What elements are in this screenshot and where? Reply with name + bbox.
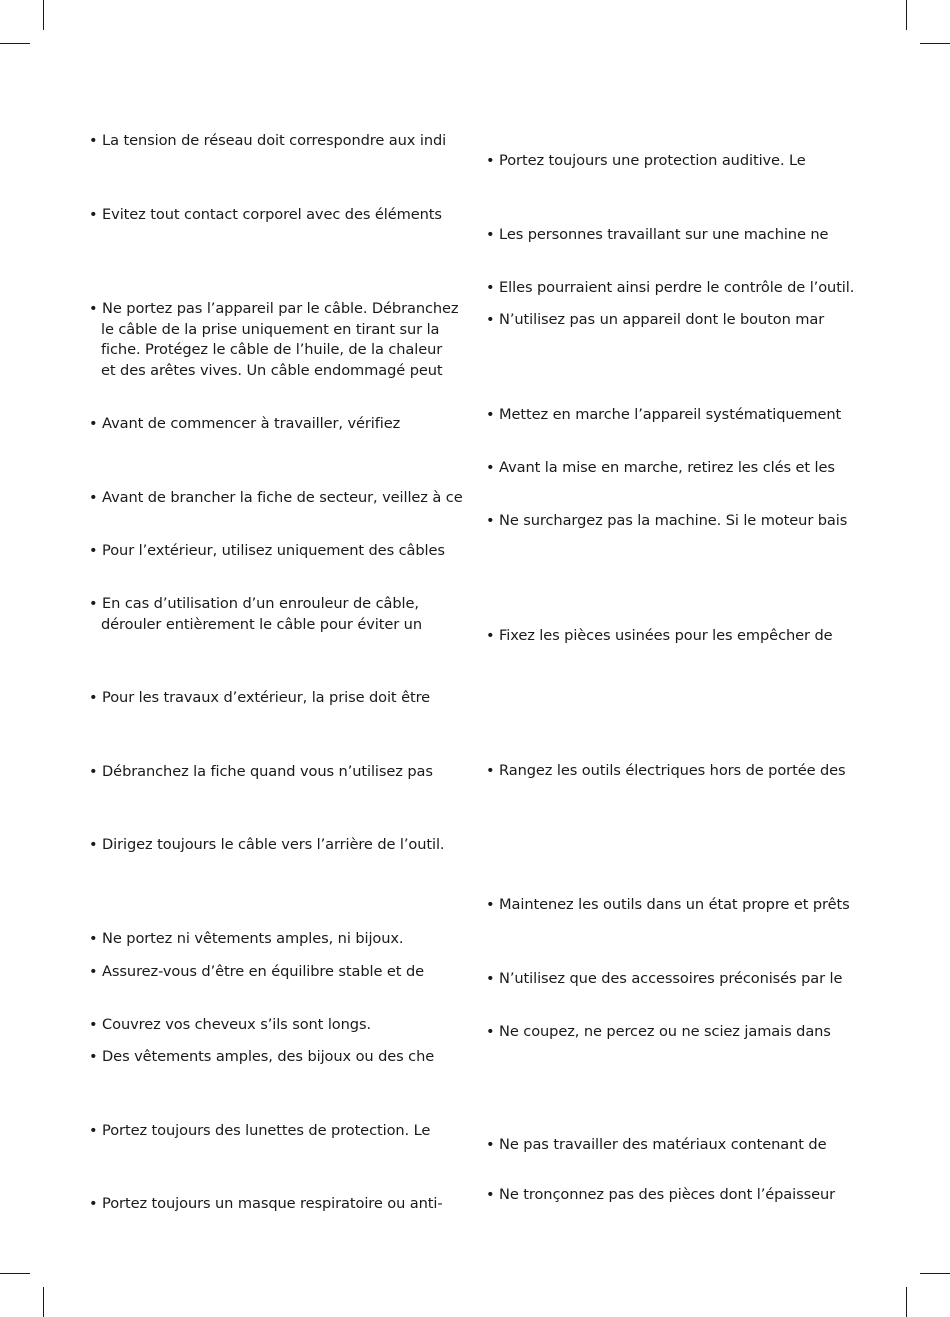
bullet-item	[486, 225, 828, 246]
bullet-item	[486, 151, 806, 172]
bullet-text-continuation: fiche. Protégez le câble de l’huile, de la chaleur	[101, 341, 443, 358]
bullet-item	[486, 969, 842, 990]
bullet-item	[486, 626, 833, 647]
bullet-text: • Les personnes travaillant sur une machine ne	[486, 226, 829, 243]
bullet-text: • Débranchez la fiche quand vous n’utilisez pas	[89, 763, 433, 780]
bullet-item	[486, 310, 824, 331]
bullet-text: • Portez toujours un masque respiratoire ou anti-	[89, 1195, 443, 1212]
bullet-text: • Ne portez pas l’appareil par le câble. Débranchez	[89, 300, 459, 317]
bullet-text-continuation: dérouler entièrement le câble pour éviter un	[101, 615, 422, 633]
bullet-text: • Ne tronçonnez pas des pièces dont l’épaisseur	[486, 1186, 836, 1203]
bullet-text: • La tension de réseau doit correspondre aux indi	[89, 132, 447, 149]
bullet-text: • Ne portez ni vêtements amples, ni bijoux.	[89, 930, 404, 947]
bullet-text-continuation: et des arêtes vives. Un câble endommagé peut	[101, 361, 443, 379]
bullet-text: • Ne coupez, ne percez ou ne sciez jamais dans	[486, 1023, 831, 1040]
bullet-text: • En cas d’utilisation d’un enrouleur de câble,	[89, 595, 419, 612]
bullet-text: • Portez toujours des lunettes de protection. Le	[89, 1122, 431, 1139]
bullet-text: • Pour les travaux d’extérieur, la prise doit être	[89, 689, 431, 706]
bullet-item	[486, 405, 841, 426]
bullet-text: • Elles pourraient ainsi perdre le contrôle de l’outil.	[486, 279, 855, 296]
bullet-text: • N’utilisez que des accessoires préconisés par le	[486, 970, 843, 987]
bullet-text: • Couvrez vos cheveux s’ils sont longs.	[89, 1016, 371, 1033]
bullet-text: • Dirigez toujours le câble vers l’arrière de l’outil.	[89, 836, 445, 853]
bullet-item	[486, 761, 846, 782]
bullet-text: • Avant de brancher la fiche de secteur, veillez à ce	[89, 489, 463, 506]
bullet-text-continuation: le câble de la prise uniquement en tirant sur la	[101, 320, 440, 338]
bullet-text: • Ne pas travailler des matériaux contenant de	[486, 1136, 827, 1153]
bullet-text: • Ne surchargez pas la machine. Si le moteur bais	[486, 512, 848, 529]
bullet-item	[486, 458, 835, 479]
bullet-item	[486, 278, 854, 299]
bullet-text: • Pour l’extérieur, utilisez uniquement des câbles	[89, 542, 445, 559]
bullet-text: • Portez toujours une protection auditive. Le	[486, 152, 806, 169]
bullet-item	[486, 1135, 826, 1156]
bullet-text: • N’utilisez pas un appareil dont le bouton mar	[486, 311, 825, 328]
bullet-text: • Avant de commencer à travailler, vérifiez	[89, 415, 401, 432]
bullet-text: • Des vêtements amples, des bijoux ou des che	[89, 1048, 435, 1065]
bullet-item	[486, 1185, 835, 1206]
bullet-text: • Rangez les outils électriques hors de portée des	[486, 762, 846, 779]
bullet-text: • Fixez les pièces usinées pour les empêcher de	[486, 627, 833, 644]
bullet-text: • Evitez tout contact corporel avec des éléments	[89, 206, 442, 223]
bullet-text: • Assurez-vous d’être en équilibre stable et de	[89, 963, 425, 980]
bullet-item	[486, 1022, 831, 1043]
bullet-text: • Mettez en marche l’appareil systématiquement	[486, 406, 842, 423]
bullet-text: • Avant la mise en marche, retirez les clés et les	[486, 459, 835, 476]
bullet-item	[486, 895, 850, 916]
bullet-text: • Maintenez les outils dans un état propre et prêts	[486, 896, 850, 913]
bullet-item	[486, 511, 847, 532]
